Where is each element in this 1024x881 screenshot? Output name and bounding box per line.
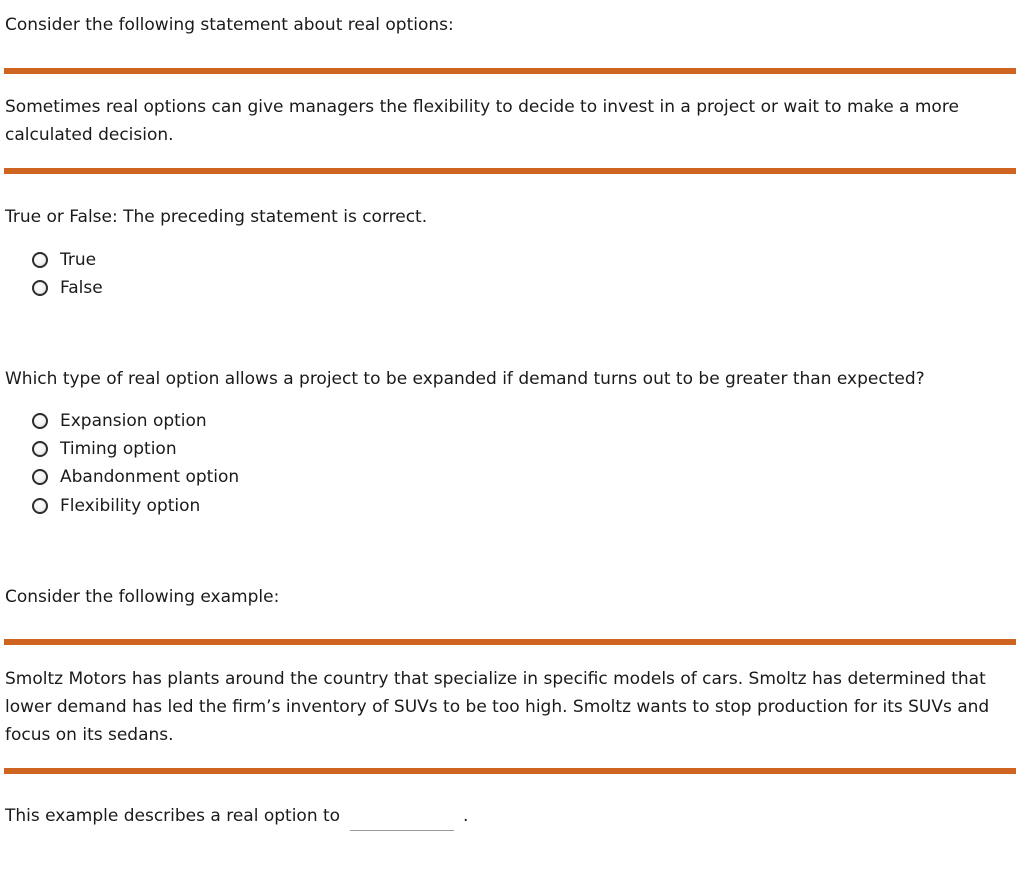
- radio-button-icon[interactable]: [32, 280, 48, 296]
- radio-button-icon[interactable]: [32, 498, 48, 514]
- divider: [4, 639, 1016, 645]
- radio-button-icon[interactable]: [32, 413, 48, 429]
- option-label: False: [60, 278, 103, 298]
- radio-option-timing[interactable]: [32, 437, 177, 461]
- option-label: Expansion option: [60, 411, 207, 431]
- answer-blank-dropdown[interactable]: [350, 812, 454, 831]
- radio-option-expansion[interactable]: [32, 409, 207, 433]
- option-label: True: [60, 250, 97, 270]
- q3-example: Smoltz Motors has plants around the country that specialize in specific models of cars. Smoltz has determined that lower demand has led the firm’s inventory of SUVs to be too high. Smoltz wants to stop production for its SUVs and focus on its sedans.: [5, 669, 990, 745]
- radio-option-abandonment[interactable]: [32, 465, 239, 489]
- option-label: Abandonment option: [60, 467, 240, 487]
- q3-intro: Consider the following example:: [5, 587, 280, 607]
- option-label: Timing option: [60, 439, 177, 459]
- radio-option-flexibility[interactable]: [32, 494, 200, 518]
- q3-prompt: This example describes a real option to: [5, 806, 341, 826]
- radio-button-icon[interactable]: [32, 441, 48, 457]
- radio-option-true[interactable]: [32, 248, 96, 272]
- radio-option-false[interactable]: [32, 276, 103, 300]
- divider: [4, 168, 1016, 174]
- q1-statement: Sometimes real options can give managers the flexibility to decide to invest in a project or wait to make a more calculated decision.: [5, 97, 959, 145]
- option-label: Flexibility option: [60, 496, 201, 516]
- q2-question: Which type of real option allows a project to be expanded if demand turns out to be greater than expected?: [5, 369, 925, 389]
- q1-question: True or False: The preceding statement is correct.: [5, 207, 428, 227]
- q1-intro: Consider the following statement about real options:: [5, 15, 454, 35]
- radio-button-icon[interactable]: [32, 252, 48, 268]
- radio-button-icon[interactable]: [32, 469, 48, 485]
- divider: [4, 768, 1016, 774]
- divider: [4, 68, 1016, 74]
- sentence-period: .: [463, 806, 469, 826]
